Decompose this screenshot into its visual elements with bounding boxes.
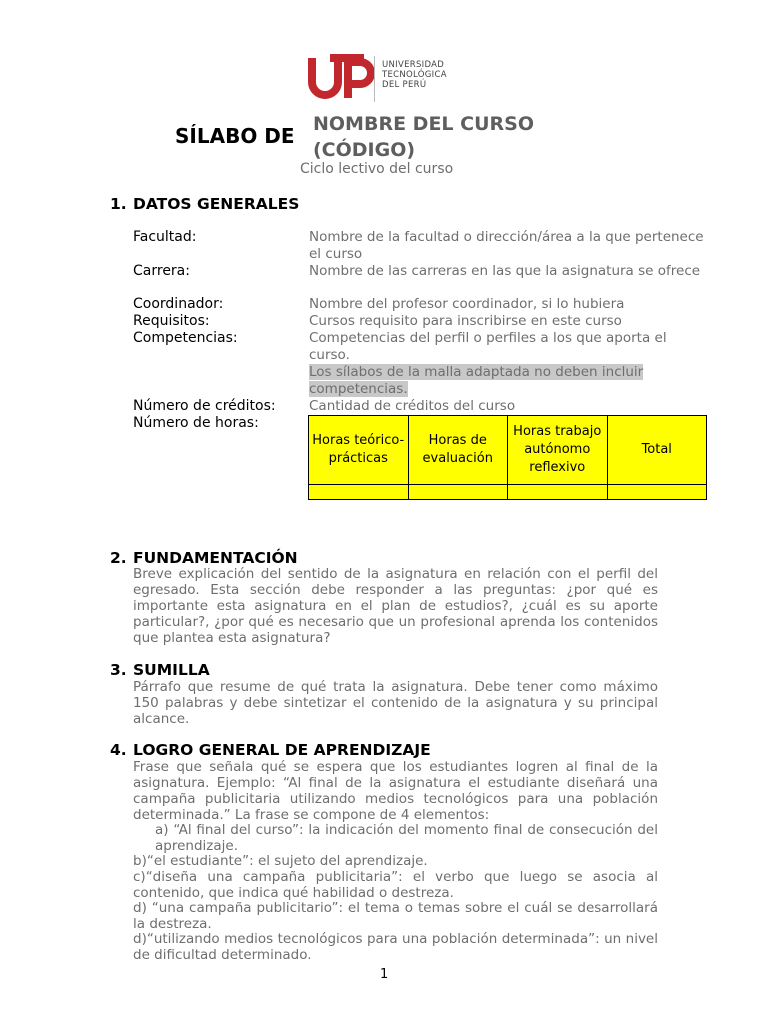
logo-line-1: UNIVERSIDAD	[382, 60, 445, 70]
section-title: SUMILLA	[133, 661, 210, 679]
hours-table-header-row	[309, 416, 707, 485]
course-name-title: NOMBRE DEL CURSO (CÓDIGO)	[313, 113, 534, 161]
label-horas: Número de horas:	[133, 415, 259, 431]
label-coordinador: Coordinador:	[133, 296, 224, 312]
value-facultad: Nombre de la facultad o dirección/área a la que pertenece el curso	[309, 229, 704, 262]
value-competencias	[309, 330, 709, 398]
label-facultad: Facultad:	[133, 229, 197, 245]
logro-item-d2: d)“utilizando medios tecnológicos para una población determinada”: un nivel de dificultad determinado.	[133, 931, 658, 963]
value-requisitos: Cursos requisito para inscribirse en este curso	[309, 313, 622, 329]
header-evaluation-hours: Horas de evaluación	[408, 416, 508, 485]
section-number: 4.	[110, 741, 127, 759]
hours-table	[308, 415, 707, 500]
value-creditos: Cantidad de créditos del curso	[309, 398, 516, 414]
value-theory-practice-hours[interactable]	[309, 485, 409, 500]
section-number: 3.	[110, 661, 127, 679]
label-competencias: Competencias:	[133, 330, 238, 346]
logo-line-3: DEL PERÚ	[382, 80, 427, 90]
value-evaluation-hours[interactable]	[408, 485, 508, 500]
label-creditos: Número de créditos:	[133, 398, 276, 414]
syllabus-title-label: SÍLABO DE	[175, 124, 295, 148]
label-carrera: Carrera:	[133, 263, 190, 279]
logro-item-d: d) “una campaña publicitario”: el tema o temas sobre el cuál se desarrollará la destreza.	[133, 900, 658, 932]
section-number: 2.	[110, 549, 127, 567]
logro-item-a: a) “Al final del curso”: la indicación del momento final de consecución del aprendizaje.	[155, 822, 658, 854]
header-theory-practice-hours: Horas teórico-prácticas	[309, 416, 409, 485]
sumilla-paragraph: Párrafo que resume de qué trata la asignatura. Debe tener como máximo 150 palabras y debe sintetizar el contenido de la asignatura y su principal alcance.	[133, 679, 658, 727]
logro-item-b: b)“el estudiante”: el sujeto del aprendizaje.	[133, 853, 428, 869]
fundamentacion-paragraph: Breve explicación del sentido de la asignatura en relación con el perfil del egresado. Esta sección debe responder a las preguntas: ¿por qué es importante esta asignatura en el plan de estudios?, ¿cuál es su aporte particular?, ¿por qué es necesario que un profesional aprenda los contenidos que plantea esta asignatura?	[133, 566, 658, 646]
label-requisitos: Requisitos:	[133, 313, 210, 329]
section-title: FUNDAMENTACIÓN	[133, 549, 298, 567]
academic-cycle-subtitle: Ciclo lectivo del curso	[300, 161, 454, 177]
section-number: 1.	[110, 195, 127, 213]
competencias-text: Competencias del perfil o perfiles a los que aporta el curso.	[309, 330, 667, 363]
hours-table-value-row	[309, 485, 707, 500]
value-coordinador: Nombre del profesor coordinador, si lo hubiera	[309, 296, 625, 312]
section-title: DATOS GENERALES	[133, 195, 300, 213]
logo-text	[382, 60, 447, 90]
value-autonomous-work-hours[interactable]	[508, 485, 608, 500]
logo-line-2: TECNOLÓGICA	[382, 70, 447, 80]
competencias-note	[309, 364, 709, 398]
header-autonomous-work-hours: Horas trabajo autónomo reflexivo	[508, 416, 608, 485]
header-total-hours: Total	[607, 416, 707, 485]
logro-item-c: c)“diseña una campaña publicitaria”: el verbo que luego se asocia al contenido, que indica qué habilidad o destreza.	[133, 869, 658, 901]
highlighted-note: Los sílabos de la malla adaptada no deben incluir competencias.	[309, 364, 644, 397]
page-number: 1	[380, 967, 389, 982]
value-carrera: Nombre de las carreras en las que la asignatura se ofrece	[309, 263, 701, 279]
logro-paragraph: Frase que señala qué se espera que los estudiantes logren al final de la asignatura. Ejemplo: “Al final de la asignatura el estudiante diseñará una campaña publicitaria utilizando medios tecnológicos para una población determinada.” La frase se compone de 4 elementos:	[133, 759, 658, 823]
section-title: LOGRO GENERAL DE APRENDIZAJE	[133, 741, 431, 759]
value-total-hours[interactable]	[607, 485, 707, 500]
logo-divider	[374, 56, 375, 102]
